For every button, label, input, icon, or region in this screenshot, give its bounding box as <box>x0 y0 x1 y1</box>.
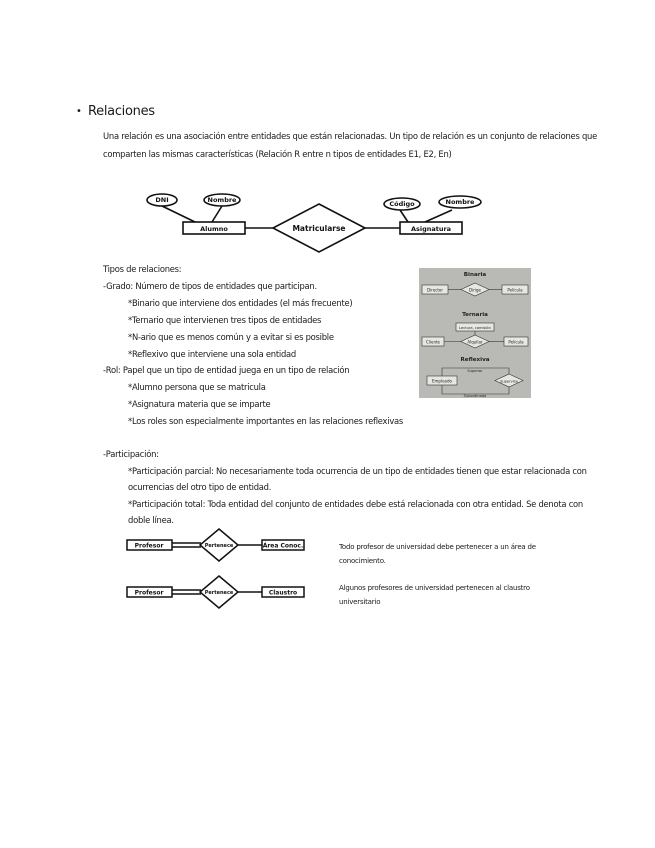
photo-binaria-title: Binaria <box>463 272 487 278</box>
attr-nombre-alumno: Nombre <box>207 196 237 204</box>
types-rol: -Rol: Papel que un tipo de entidad juega en un tipo de relación <box>103 365 350 375</box>
attr-dni: DNI <box>155 196 169 204</box>
bullet-marker: • <box>76 106 82 117</box>
ex2-note-1: Algunos profesores de universidad pertenecen al claustro <box>339 584 530 592</box>
photo-empleado: Empleado <box>432 378 452 384</box>
photo-reflexiva-title: Reflexiva <box>460 357 490 363</box>
participacion-parcial-2: ocurrencias del otro tipo de entidad. <box>128 482 272 492</box>
participacion-title: -Participación: <box>103 449 159 459</box>
ex1-entity-profesor: Profesor <box>134 542 164 550</box>
photo-supervisa: Supervisa <box>500 379 518 384</box>
types-title: Tipos de relaciones: <box>103 264 182 274</box>
photo-pelicula-1: Película <box>507 287 523 293</box>
ex2-entity-profesor: Profesor <box>134 589 164 597</box>
ex1-entity-area: Área Conoc. <box>262 542 304 550</box>
relationship-matricularse: Matricularse <box>292 224 346 233</box>
section-title: Relaciones <box>88 104 155 119</box>
photo-pelicula-2: Película <box>508 339 524 345</box>
photo-superior: Superior <box>467 369 483 373</box>
ex2-relationship-pertenece: Pertenece <box>204 590 234 596</box>
er-example-parcial <box>124 574 334 614</box>
intro-line-1: Una relación es una asociación entre entidades que están relacionadas. Un tipo de relación es un conjunto de relaciones que <box>103 131 598 141</box>
attr-codigo: Código <box>389 200 415 208</box>
rol-item-asignatura: *Asignatura materia que se imparte <box>128 399 271 409</box>
rol-item-reflexivas: *Los roles son especialmente importantes en las relaciones reflexivas <box>128 416 404 426</box>
grado-item-ternario: *Ternario que intervienen tres tipos de entidades <box>128 315 322 325</box>
entity-asignatura: Asignatura <box>410 225 452 233</box>
er-example-total <box>124 527 334 567</box>
ex1-relationship-pertenece: Pertenece <box>204 543 234 549</box>
rol-item-alumno: *Alumno persona que se matricula <box>128 382 266 392</box>
photo-dirige: Dirige <box>469 287 481 293</box>
participacion-total-1: *Participación total: Toda entidad del conjunto de entidades debe está relacionada con otra entidad. Se denota con <box>128 499 583 509</box>
photo-subordinado: Subordinado <box>463 394 487 398</box>
ex1-note-2: conocimiento. <box>339 557 386 565</box>
grado-item-nario: *N-ario que es menos común y a evitar si es posible <box>128 332 334 342</box>
ex1-note-1: Todo profesor de universidad debe pertenecer a un área de <box>339 543 536 551</box>
photo-alquilar: Alquilar <box>467 339 483 345</box>
relationship-types-photo <box>419 268 531 398</box>
intro-line-2: comparten las mismas características (Relación R entre n tipos de entidades E1, E2, En) <box>103 149 452 159</box>
attr-nombre-asignatura: Nombre <box>445 198 475 206</box>
participacion-parcial-1: *Participación parcial: No necesariamente toda ocurrencia de un tipo de entidades tienen que estar relacionada con <box>128 466 587 476</box>
photo-director: Director <box>426 287 444 293</box>
ex2-entity-claustro: Claustro <box>268 589 298 597</box>
entity-alumno: Alumno <box>200 225 228 233</box>
participacion-total-2: doble línea. <box>128 515 174 525</box>
photo-lectura: Lectura, comisión <box>459 326 491 330</box>
er-diagram-matricularse <box>140 186 490 266</box>
photo-cliente: Cliente <box>425 339 441 345</box>
grado-item-reflexivo: *Reflexivo que interviene una sola entidad <box>128 349 296 359</box>
ex2-note-2: universitario <box>339 598 381 606</box>
types-grado: -Grado: Número de tipos de entidades que participan. <box>103 281 317 291</box>
photo-ternaria-title: Ternaria <box>462 312 488 318</box>
grado-item-binario: *Binario que interviene dos entidades (el más frecuente) <box>128 298 353 308</box>
